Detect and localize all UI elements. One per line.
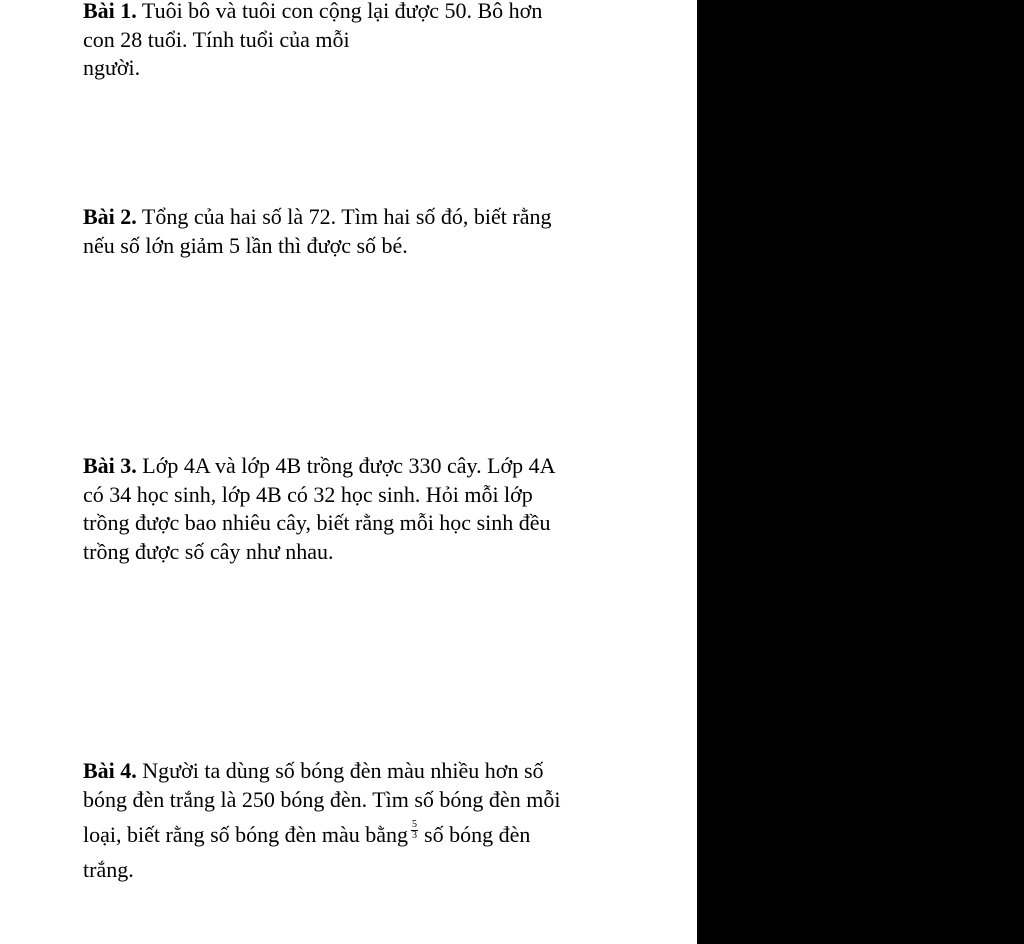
problem-4-text-4: số bóng đèn	[424, 822, 531, 847]
problem-1-label: Bài 1.	[83, 0, 137, 23]
problem-4-label: Bài 4.	[83, 758, 137, 783]
problem-2-line-1	[83, 203, 643, 232]
problem-1	[83, 0, 643, 83]
problem-4	[83, 757, 643, 885]
problem-2-text-1: Tổng của hai số là 72. Tìm hai số đó, biết rằng	[136, 204, 552, 229]
problem-3-text-4: trồng được số cây như nhau.	[83, 538, 334, 564]
problem-4-line-1	[83, 757, 643, 786]
black-side-panel	[697, 0, 1024, 944]
problem-4-text-5: trắng.	[83, 857, 134, 882]
problem-4-text-3: loại, biết rằng số bóng đèn màu bằng	[83, 822, 409, 847]
fraction-numerator: 5	[412, 819, 418, 831]
problem-4-text-1: Người ta dùng số bóng đèn màu nhiều hơn số	[136, 758, 544, 783]
problem-3-line-1	[83, 452, 643, 481]
problem-3-label: Bài 3.	[83, 453, 137, 478]
problem-4-text-2: bóng đèn trắng là 250 bóng đèn. Tìm số bóng đèn mỗi	[83, 786, 561, 812]
fraction	[411, 820, 418, 841]
problem-3-text-3: trồng được bao nhiêu cây, biết rằng mỗi học sinh đều	[83, 510, 551, 535]
problem-3	[83, 452, 643, 566]
problem-1-text-3: người.	[83, 55, 141, 80]
problem-1-text-1: Tuôi bô và tuôi con cộng lại được 50. Bô hơn	[136, 0, 543, 23]
problem-1-line-1	[83, 0, 643, 26]
problem-4-line-3	[83, 814, 643, 856]
problem-2-text-2: nếu số lớn giảm 5 lần thì được số bé.	[83, 232, 408, 258]
problem-1-text-2: con 28 tuổi. Tính tuổi của mỗi	[83, 26, 350, 52]
problem-2	[83, 203, 643, 260]
fraction-denominator: 3	[412, 830, 418, 842]
problem-3-text-1: Lớp 4A và lớp 4B trồng được 330 cây. Lớp 4A	[136, 453, 556, 478]
problem-3-text-2: có 34 học sinh, lớp 4B có 32 học sinh. Hỏi mỗi lớp	[83, 481, 533, 507]
problem-2-label: Bài 2.	[83, 204, 137, 229]
